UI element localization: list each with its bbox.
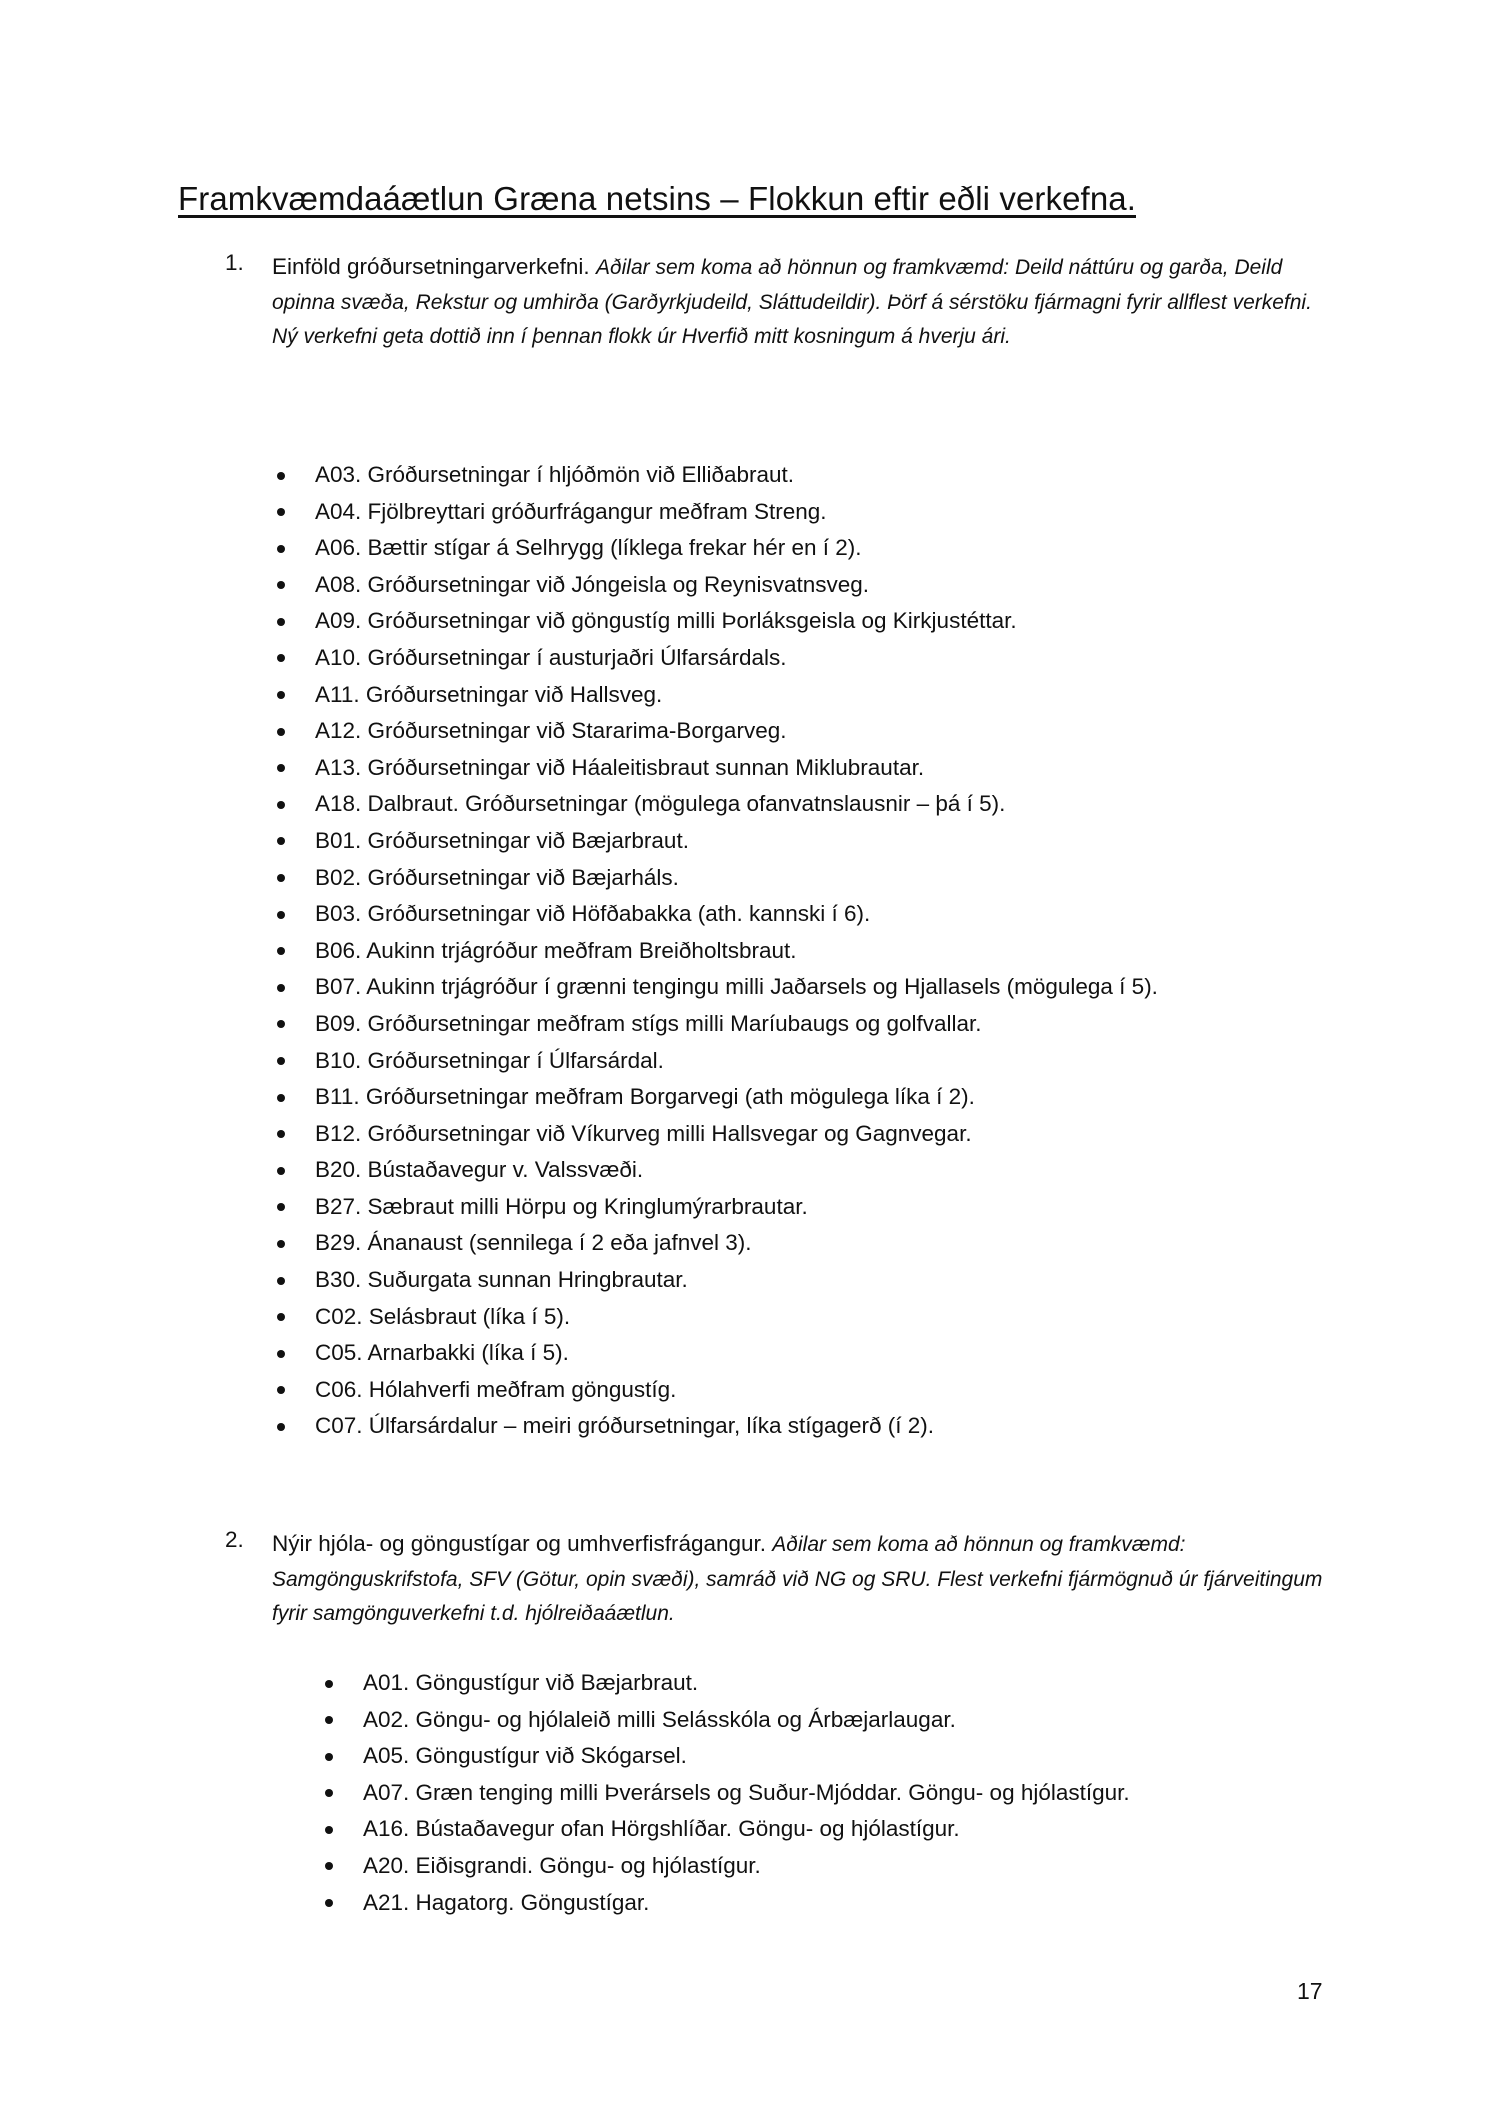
bullet-icon: [277, 764, 285, 772]
bullet-icon: [277, 581, 285, 589]
bullet-icon: [277, 874, 285, 882]
list-item: [315, 1152, 1158, 1189]
list-item: [315, 896, 1158, 933]
bullet-icon: [277, 911, 285, 919]
bullet-icon: [277, 545, 285, 553]
list-item-text: A04. Fjölbreyttari gróðurfrágangur meðfram Streng.: [315, 498, 827, 524]
bullet-icon: [277, 1240, 285, 1248]
bullet-icon: [277, 472, 285, 480]
list-item-text: B06. Aukinn trjágróður meðfram Breiðholtsbraut.: [315, 937, 797, 963]
page-title: Framkvæmdaáætlun Græna netsins – Flokkun eftir eðli verkefna.: [178, 180, 1136, 217]
list-item: [315, 640, 1158, 677]
list-item: [315, 1225, 1158, 1262]
list-item: [315, 1299, 1158, 1336]
list-item-text: A12. Gróðursetningar við Stararima-Borgarveg.: [315, 718, 787, 744]
section-note: Aðilar sem koma að hönnun og framkvæmd: Deild náttúru og garða, Deild opinna svæða, Rekstur og umhirða (Garðyrkjudeild, Sláttudeildir). Þörf á sérstöku fjármagni fyrir allflest verkefni. Ný verkefni geta dottið inn í þennan flokk úr Hverfið mitt kosningum á hverju ári.: [272, 256, 1312, 348]
bullet-icon: [277, 801, 285, 809]
list-item-text: B11. Gróðursetningar meðfram Borgarvegi (ath mögulega líka í 2).: [315, 1084, 975, 1110]
section-number: 1.: [225, 250, 244, 275]
bullet-icon: [277, 1386, 285, 1394]
list-item: [363, 1738, 1130, 1775]
section-paragraph: [272, 250, 1342, 354]
list-item-text: A01. Göngustígur við Bæjarbraut.: [363, 1670, 699, 1695]
list-item: [315, 457, 1158, 494]
bullet-icon: [277, 508, 285, 516]
list-item-text: B09. Gróðursetningar meðfram stígs milli Maríubaugs og golfvallar.: [315, 1010, 982, 1036]
list-item-text: A16. Bústaðavegur ofan Hörgshlíðar. Göngu- og hjólastígur.: [363, 1816, 960, 1842]
section-heading: Einföld gróðursetningarverkefni.: [272, 254, 590, 279]
list-item: [315, 603, 1158, 640]
list-item-text: B01. Gróðursetningar við Bæjarbraut.: [315, 827, 689, 853]
list-item: [315, 750, 1158, 787]
bullet-icon: [277, 1350, 285, 1358]
list-item-text: A08. Gróðursetningar við Jóngeisla og Reynisvatnsveg.: [315, 571, 870, 597]
list-item-text: C06. Hólahverfi meðfram göngustíg.: [315, 1376, 677, 1402]
bullet-icon: [325, 1899, 333, 1907]
list-item-text: B03. Gróðursetningar við Höfðabakka (ath. kannski í 6).: [315, 901, 871, 927]
list-item-text: A06. Bættir stígar á Selhrygg (líklega frekar hér en í 2).: [315, 535, 862, 561]
list-item-text: C02. Selásbraut (líka í 5).: [315, 1303, 571, 1329]
bullet-icon: [277, 654, 285, 662]
list-item: [315, 1043, 1158, 1080]
bullet-icon: [277, 1057, 285, 1065]
list-item-text: A07. Græn tenging milli Þverársels og Suður-Mjóddar. Göngu- og hjólastígur.: [363, 1779, 1130, 1805]
list-item: [315, 786, 1158, 823]
bullet-icon: [277, 984, 285, 992]
list-item: [363, 1665, 1130, 1702]
list-item-text: C07. Úlfarsárdalur – meiri gróðursetningar, líka stígagerð (í 2).: [315, 1413, 935, 1439]
list-item: [315, 1116, 1158, 1153]
list-item-text: B12. Gróðursetningar við Víkurveg milli Hallsvegar og Gagnvegar.: [315, 1120, 972, 1146]
list-item: [315, 1335, 1158, 1372]
section-note: Aðilar sem koma að hönnun og framkvæmd: Samgönguskrifstofa, SFV (Götur, opin svæði), samráð við NG og SRU. Flest verkefni fjármögnuð úr fjárveitingum fyrir samgönguverkefni t.d. hjólreiðaáætlun.: [272, 1533, 1323, 1625]
list-item-text: A20. Eiðisgrandi. Göngu- og hjólastígur.: [363, 1852, 761, 1878]
list-item: [363, 1811, 1130, 1848]
list-item-text: A18. Dalbraut. Gróðursetningar (mögulega ofanvatnslausnir – þá í 5).: [315, 791, 1006, 817]
bullet-icon: [277, 1020, 285, 1028]
list-item-text: A05. Göngustígur við Skógarsel.: [363, 1743, 687, 1769]
list-item: [363, 1775, 1130, 1812]
bullet-icon: [325, 1789, 333, 1797]
section-heading: Nýir hjóla- og göngustígar og umhverfisfrágangur.: [272, 1531, 767, 1556]
section-number: 2.: [225, 1527, 244, 1552]
bullet-icon: [325, 1862, 333, 1870]
bullet-icon: [277, 1313, 285, 1321]
bullet-icon: [277, 947, 285, 955]
list-item-text: B02. Gróðursetningar við Bæjarháls.: [315, 864, 679, 890]
list-item-text: A02. Göngu- og hjólaleið milli Selásskóla og Árbæjarlaugar.: [363, 1706, 956, 1732]
list-item-text: A03. Gróðursetningar í hljóðmön við Elliðabraut.: [315, 462, 795, 487]
bullet-list-1: [315, 457, 1158, 1445]
list-item-text: B10. Gróðursetningar í Úlfarsárdal.: [315, 1047, 664, 1073]
bullet-icon: [277, 1130, 285, 1138]
bullet-icon: [277, 1277, 285, 1285]
list-item-text: B07. Aukinn trjágróður í grænni tengingu milli Jaðarsels og Hjallasels (mögulega í 5).: [315, 974, 1158, 1000]
list-item: [315, 1189, 1158, 1226]
bullet-icon: [277, 1167, 285, 1175]
list-item: [315, 530, 1158, 567]
list-item: [315, 713, 1158, 750]
list-item: [315, 823, 1158, 860]
list-item: [315, 1372, 1158, 1409]
list-item-text: C05. Arnarbakki (líka í 5).: [315, 1340, 569, 1366]
list-item: [315, 933, 1158, 970]
list-item: [315, 1079, 1158, 1116]
list-item: [315, 860, 1158, 897]
page-number: 17: [1297, 1978, 1323, 2004]
list-item-text: A21. Hagatorg. Göngustígar.: [363, 1889, 650, 1915]
bullet-icon: [325, 1680, 333, 1688]
list-item-text: A11. Gróðursetningar við Hallsveg.: [315, 681, 663, 707]
list-item-text: B30. Suðurgata sunnan Hringbrautar.: [315, 1267, 688, 1293]
list-item: [315, 494, 1158, 531]
list-item: [363, 1885, 1130, 1922]
section-paragraph: [272, 1527, 1342, 1631]
list-item: [315, 567, 1158, 604]
list-item: [363, 1702, 1130, 1739]
list-item: [315, 1262, 1158, 1299]
bullet-icon: [277, 1094, 285, 1102]
list-item-text: B20. Bústaðavegur v. Valssvæði.: [315, 1157, 644, 1183]
list-item-text: A13. Gróðursetningar við Háaleitisbraut sunnan Miklubrautar.: [315, 754, 925, 780]
list-item: [315, 677, 1158, 714]
list-item: [315, 969, 1158, 1006]
list-item-text: B27. Sæbraut milli Hörpu og Kringlumýrarbrautar.: [315, 1193, 808, 1219]
bullet-list-2: [363, 1665, 1130, 1921]
bullet-icon: [277, 728, 285, 736]
bullet-icon: [325, 1716, 333, 1724]
bullet-icon: [277, 691, 285, 699]
list-item-text: A10. Gróðursetningar í austurjaðri Úlfarsárdals.: [315, 644, 787, 670]
list-item: [315, 1408, 1158, 1445]
bullet-icon: [277, 618, 285, 626]
list-item: [363, 1848, 1130, 1885]
bullet-icon: [325, 1753, 333, 1761]
bullet-icon: [277, 1203, 285, 1211]
bullet-icon: [325, 1826, 333, 1834]
list-item-text: A09. Gróðursetningar við göngustíg milli Þorláksgeisla og Kirkjustéttar.: [315, 608, 1017, 634]
bullet-icon: [277, 1423, 285, 1431]
bullet-icon: [277, 837, 285, 845]
list-item: [315, 1006, 1158, 1043]
list-item-text: B29. Ánanaust (sennilega í 2 eða jafnvel 3).: [315, 1230, 752, 1256]
